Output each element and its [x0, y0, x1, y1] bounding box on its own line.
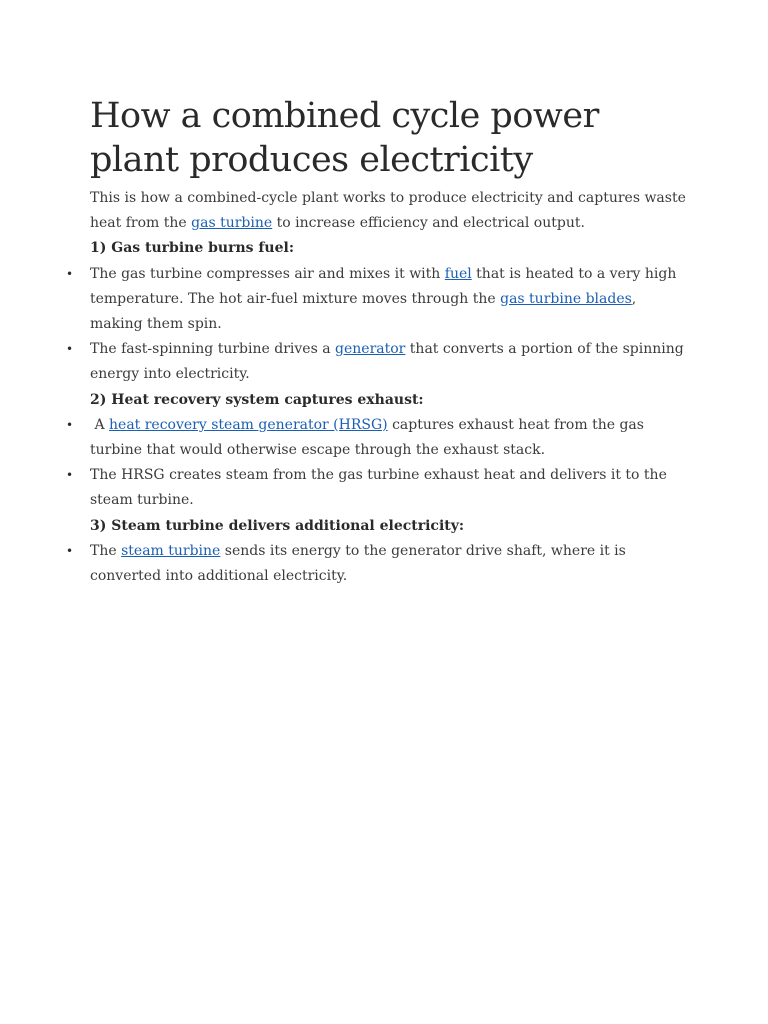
list-item-text: that is heated to a very high temperature. The hot air-fuel mixture moves through the: [90, 265, 677, 307]
document-page: [66, 94, 690, 589]
list-item-text: sends its energy to the generator drive shaft, where it is converted into additional electricity.: [90, 542, 626, 585]
bullet-icon: •: [66, 266, 74, 281]
list-item-text: , making them spin.: [90, 290, 637, 333]
bullet-icon: •: [66, 417, 74, 432]
intro-text-before: This is how a combined-cycle plant works to produce electricity and captures waste heat from the: [90, 190, 686, 232]
list-item-text: A: [90, 416, 110, 433]
list-item: [66, 463, 690, 513]
list-item-text: The HRSG creates steam from the gas turbine exhaust heat and delivers it to the steam turbine.: [90, 467, 667, 509]
hrsg-link[interactable]: heat recovery steam generator (HRSG): [109, 416, 388, 433]
list-item-text: The: [90, 542, 122, 559]
list-item-text: The fast-spinning turbine drives a: [90, 341, 336, 358]
section-heading-3: 3) Steam turbine delivers additional electricity:: [90, 517, 465, 534]
list-item-text: captures exhaust heat from the gas turbine that would otherwise escape through the exhaust stack.: [90, 416, 644, 459]
fuel-link[interactable]: fuel: [444, 265, 472, 282]
section-heading-1: 1) Gas turbine burns fuel:: [90, 240, 294, 257]
list-item: [66, 539, 690, 589]
gas-turbine-blades-link[interactable]: gas turbine blades: [500, 290, 632, 307]
list-item: [66, 337, 690, 387]
section-2-list: [66, 413, 690, 514]
bullet-icon: •: [66, 342, 74, 357]
section-heading-2: 2) Heat recovery system captures exhaust:: [90, 391, 424, 408]
intro-paragraph: [90, 186, 690, 236]
section-3-list: [66, 539, 690, 589]
generator-link[interactable]: generator: [335, 341, 406, 358]
page-title: How a combined cycle power plant produces electricity: [90, 96, 599, 180]
section-1-list: [66, 262, 690, 388]
list-item-text: The gas turbine compresses air and mixes it with: [90, 265, 445, 282]
list-item: [66, 262, 690, 338]
bullet-icon: •: [66, 468, 74, 483]
list-item: [66, 413, 690, 463]
steam-turbine-link[interactable]: steam turbine: [121, 542, 221, 559]
bullet-icon: •: [66, 543, 74, 558]
list-item-text: that converts a portion of the spinning energy into electricity.: [90, 341, 684, 383]
gas-turbine-link[interactable]: gas turbine: [191, 215, 273, 232]
intro-text-after: to increase efficiency and electrical output.: [272, 215, 585, 232]
